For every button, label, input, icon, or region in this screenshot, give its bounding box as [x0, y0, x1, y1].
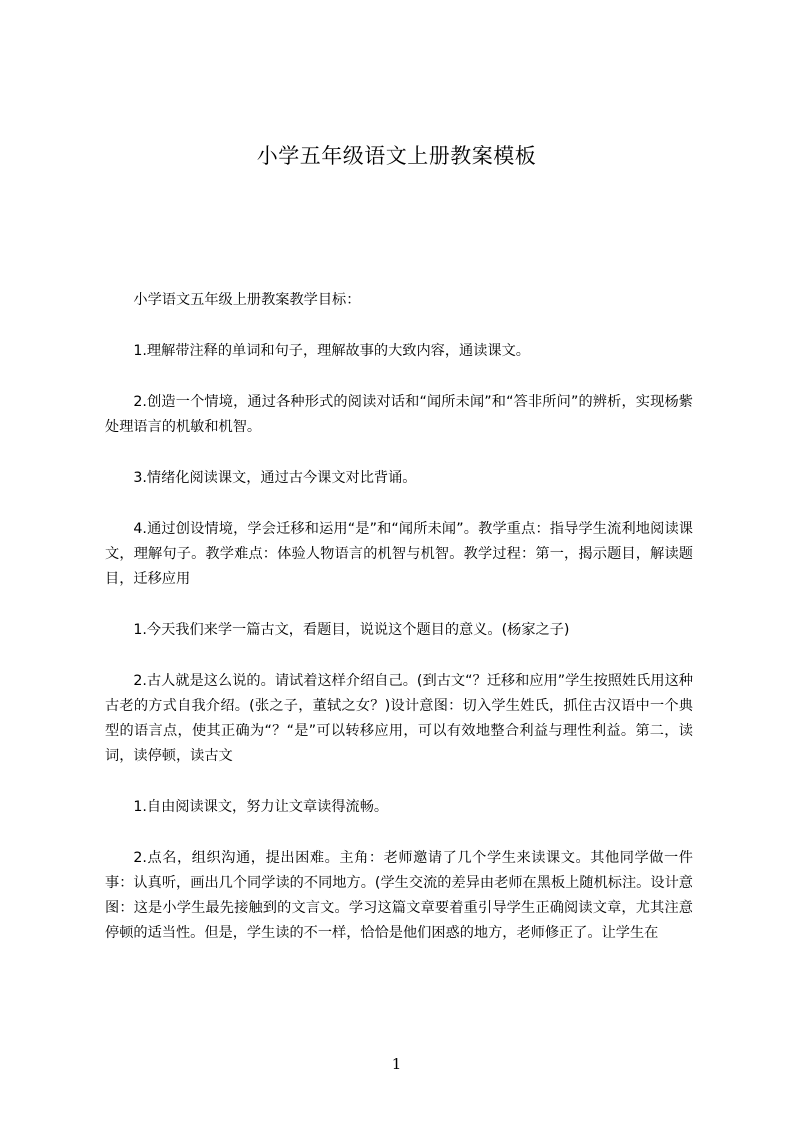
- paragraph-step-1-2: 2.古人就是这么说的。请试着这样介绍自己。(到古文“？迁移和应用”学生按照姓氏用这种古老的方式自我介绍。(张之子，董轼之女？)设计意图：切入学生姓氏，抓住古汉语中一个典型的语言点，使其正确为“？“是”可以转移应用，可以有效地整合利益与理性利益。第二，读词，读停顿，读古文: [105, 673, 693, 764]
- paragraph-step-1-1: 1.今天我们来学一篇古文，看题目，说说这个题目的意义。(杨家之子): [133, 622, 570, 638]
- paragraph-objective-3: 3.情绪化阅读课文，通过古今课文对比背诵。: [133, 470, 417, 486]
- document-body: [105, 288, 693, 946]
- paragraph-step-2-1: 1.自由阅读课文，努力让文章读得流畅。: [133, 799, 389, 815]
- paragraph-step-2-2: 2.点名，组织沟通，提出困难。主角：老师邀请了几个学生来读课文。其他同学做一件事：认真听，画出几个同学读的不同地方。(学生交流的差异由老师在黑板上随机标注。设计意图：这是小学生最先接触到的文言文。学习这篇文章要着重引导学生正确阅读文章，尤其注意停顿的适当性。但是，学生读的不一样，恰恰是他们困惑的地方，老师修正了。让学生在: [105, 850, 693, 941]
- paragraph-objectives-heading: 小学语文五年级上册教案教学目标：: [133, 292, 361, 308]
- paragraph-objective-2: 2.创造一个情境，通过各种形式的阅读对话和“闻所未闻”和“答非所问”的辨析，实现杨紫处理语言的机敏和机智。: [105, 394, 693, 435]
- paragraph-objective-4: 4.通过创设情境，学会迁移和运用“是”和“闻所未闻”。教学重点：指导学生流利地阅读课文，理解句子。教学难点：体验人物语言的机智与机智。教学过程：第一，揭示题目，解读题目，迁移应用: [105, 521, 693, 587]
- page-number: 1: [391, 1055, 402, 1073]
- paragraph-objective-1: 1.理解带注释的单词和句子，理解故事的大致内容，通读课文。: [133, 343, 530, 359]
- document-title: 小学五年级语文上册教案模板: [256, 144, 537, 168]
